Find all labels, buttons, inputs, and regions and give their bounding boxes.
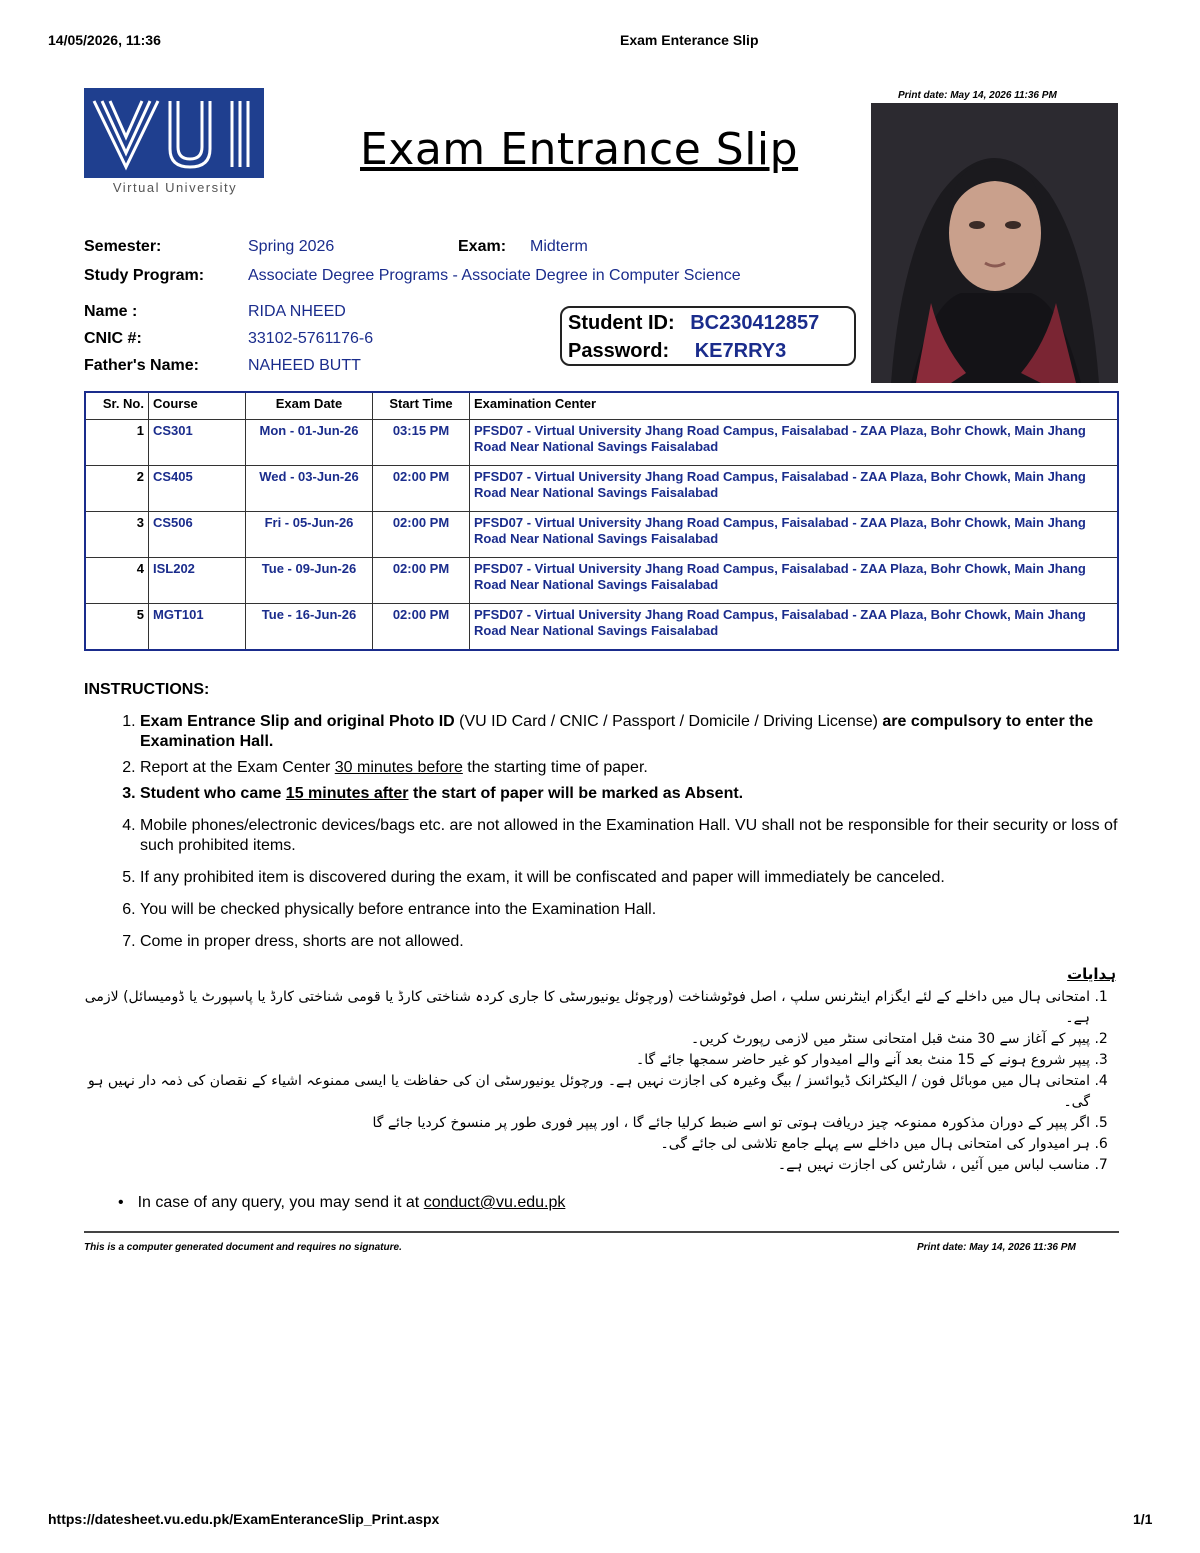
urdu-instructions-title: ہدایات [1067, 965, 1116, 983]
instruction-item: 4. Mobile phones/electronic devices/bags etc. are not allowed in the Examination Hall. VU shall not be responsible for their security or loss of such prohibited items. [140, 816, 1140, 856]
semester-label: Semester: [84, 238, 162, 255]
urdu-instruction-item: 7. مناسب لباس میں آئیں ، شارٹس کی اجازت نہیں ہے۔ [84, 1155, 1090, 1176]
cell-course: ISL202 [149, 558, 246, 604]
col-exam-date: Exam Date [246, 392, 373, 420]
password-row [568, 337, 848, 365]
print-date-top: Print date: May 14, 2026 11:36 PM [898, 90, 1057, 101]
cell-sr: 5 [85, 604, 149, 651]
footer-note: This is a computer generated document and requires no signature. [84, 1242, 402, 1253]
father-name-value: NAHEED BUTT [248, 357, 361, 374]
table-row [85, 512, 1118, 558]
cell-time: 02:00 PM [373, 604, 470, 651]
urdu-instructions-list [84, 987, 1116, 1176]
instruction-text: (VU ID Card / CNIC / Passport / Domicile / Driving License) [454, 713, 883, 730]
password-label: Password: [568, 340, 670, 362]
cell-center: PFSD07 - Virtual University Jhang Road Campus, Faisalabad - ZAA Plaza, Bohr Chowk, Main Jhang Road Near National Savings Faisalabad [470, 420, 1119, 466]
col-sr-no: Sr. No. [85, 392, 149, 420]
email-link[interactable]: conduct@vu.edu.pk [423, 1194, 566, 1211]
cell-sr: 4 [85, 558, 149, 604]
student-id-label: Student ID: [568, 312, 675, 334]
exam-schedule-table [84, 391, 1119, 651]
instructions-list [118, 712, 1140, 958]
name-label: Name : [84, 303, 138, 320]
instruction-item: 7. Come in proper dress, shorts are not allowed. [140, 932, 1140, 952]
study-program-label: Study Program: [84, 267, 205, 284]
cell-time: 02:00 PM [373, 466, 470, 512]
instructions-title: INSTRUCTIONS: [84, 681, 210, 698]
urdu-instruction-item: 6. ہر امیدوار کی امتحانی ہال میں داخلے سے پہلے جامع تلاشی لی جائے گی۔ [84, 1134, 1090, 1155]
exam-label: Exam: [458, 238, 507, 255]
password-value: KE7RRY3 [694, 340, 787, 362]
table-row [85, 420, 1118, 466]
urdu-instruction-item: 4. امتحانی ہال میں موبائل فون / الیکٹرانک ڈیوائسز / بیگ وغیرہ کی اجازت نہیں ہے۔ ورچوئل یونیورسٹی ان کی حفاظت یا ایسی ممنوعہ اشیاء کے نقصان کی ذمہ دار نہیں ہو گی۔ [84, 1071, 1090, 1113]
query-text: In case of any query, you may send it at [137, 1194, 424, 1211]
cell-center: PFSD07 - Virtual University Jhang Road Campus, Faisalabad - ZAA Plaza, Bohr Chowk, Main Jhang Road Near National Savings Faisalabad [470, 604, 1119, 651]
table-row [85, 558, 1118, 604]
cell-sr: 2 [85, 466, 149, 512]
cell-date: Fri - 05-Jun-26 [246, 512, 373, 558]
vu-logo-mark [86, 91, 262, 175]
instruction-text: Student who came [140, 785, 286, 802]
instruction-item [140, 758, 1140, 778]
cell-sr: 3 [85, 512, 149, 558]
cell-center: PFSD07 - Virtual University Jhang Road Campus, Faisalabad - ZAA Plaza, Bohr Chowk, Main Jhang Road Near National Savings Faisalabad [470, 558, 1119, 604]
cell-time: 02:00 PM [373, 512, 470, 558]
instruction-text: the start of paper will be marked as Absent. [408, 785, 744, 802]
urdu-instruction-item: 5. اگر پیپر کے دوران مذکورہ ممنوعہ چیز دریافت ہوتی تو اسے ضبط کرلیا جائے گا ، اور پیپر فوری طور پر منسوخ کردیا جائے گا [84, 1113, 1090, 1134]
page-number: 1/1 [1133, 1511, 1153, 1527]
instruction-item: 5. If any prohibited item is discovered during the exam, it will be confiscated and paper will immediately be canceled. [140, 868, 1140, 888]
instruction-item [140, 712, 1140, 752]
exam-value: Midterm [530, 238, 588, 255]
print-page-title: Exam Enterance Slip [620, 32, 759, 48]
instruction-item [140, 784, 1140, 804]
urdu-instruction-item: 3. پیپر شروع ہونے کے 15 منٹ بعد آنے والے امیدوار کو غیر حاضر سمجھا جائے گا۔ [84, 1050, 1090, 1071]
cnic-label: CNIC #: [84, 330, 142, 347]
cell-course: CS405 [149, 466, 246, 512]
instruction-text: Exam Entrance Slip and original Photo ID [140, 713, 455, 730]
instruction-text: 15 minutes after [285, 785, 409, 802]
instruction-text: the starting time of paper. [462, 759, 648, 776]
cell-course: CS301 [149, 420, 246, 466]
cell-center: PFSD07 - Virtual University Jhang Road Campus, Faisalabad - ZAA Plaza, Bohr Chowk, Main Jhang Road Near National Savings Faisalabad [470, 512, 1119, 558]
cell-sr: 1 [85, 420, 149, 466]
father-name-label: Father's Name: [84, 357, 199, 374]
urdu-instruction-item: 1. امتحانی ہال میں داخلے کے لئے ایگزام اینٹرنس سلپ ، اصل فوٹوشناخت (ورچوئل یونیورسٹی کا جاری کردہ شناختی کارڈ یا قومی شناختی کارڈ یا پاسپورٹ یا ڈومیسائل) لازمی ہے۔ [84, 987, 1090, 1029]
credentials-box [560, 306, 856, 366]
instruction-text: Report at the Exam Center [140, 759, 335, 776]
urdu-instructions [84, 964, 1116, 1176]
vu-logo [84, 88, 264, 178]
query-note [118, 1194, 565, 1212]
study-program-value: Associate Degree Programs - Associate Degree in Computer Science [248, 267, 741, 284]
cell-center: PFSD07 - Virtual University Jhang Road Campus, Faisalabad - ZAA Plaza, Bohr Chowk, Main Jhang Road Near National Savings Faisalabad [470, 466, 1119, 512]
table-header-row [85, 392, 1118, 420]
cell-course: MGT101 [149, 604, 246, 651]
col-exam-center: Examination Center [470, 392, 1119, 420]
student-id-value: BC230412857 [690, 312, 820, 334]
cnic-value: 33102-5761176-6 [248, 330, 374, 347]
instruction-item: 6. You will be checked physically before entrance into the Examination Hall. [140, 900, 1140, 920]
footer-print-date: Print date: May 14, 2026 11:36 PM [917, 1242, 1076, 1253]
instruction-text: 30 minutes before [334, 759, 463, 776]
cell-course: CS506 [149, 512, 246, 558]
semester-value: Spring 2026 [248, 238, 335, 255]
col-course: Course [149, 392, 246, 420]
cell-date: Tue - 09-Jun-26 [246, 558, 373, 604]
student-id-row [568, 309, 848, 337]
student-portrait-image [871, 103, 1118, 383]
table-row [85, 604, 1118, 651]
cell-date: Tue - 16-Jun-26 [246, 604, 373, 651]
instruction-text: are compulsory to enter the Examination Hall. [140, 713, 1094, 750]
footer-divider [84, 1231, 1119, 1233]
student-photo [871, 103, 1118, 383]
col-start-time: Start Time [373, 392, 470, 420]
urdu-instruction-item: 2. پیپر کے آغاز سے 30 منٹ قبل امتحانی سنٹر میں لازمی رپورٹ کریں۔ [84, 1029, 1090, 1050]
page-url: https://datesheet.vu.edu.pk/ExamEnteranceSlip_Print.aspx [48, 1511, 440, 1527]
cell-date: Wed - 03-Jun-26 [246, 466, 373, 512]
page-title: Exam Entrance Slip [360, 124, 799, 175]
print-datetime: 14/05/2026, 11:36 [48, 32, 161, 48]
bullet-icon: • [118, 1194, 124, 1211]
cell-date: Mon - 01-Jun-26 [246, 420, 373, 466]
logo-caption: Virtual University [112, 180, 238, 195]
cell-time: 03:15 PM [373, 420, 470, 466]
cell-time: 02:00 PM [373, 558, 470, 604]
table-row [85, 466, 1118, 512]
name-value: RIDA NHEED [248, 303, 346, 320]
